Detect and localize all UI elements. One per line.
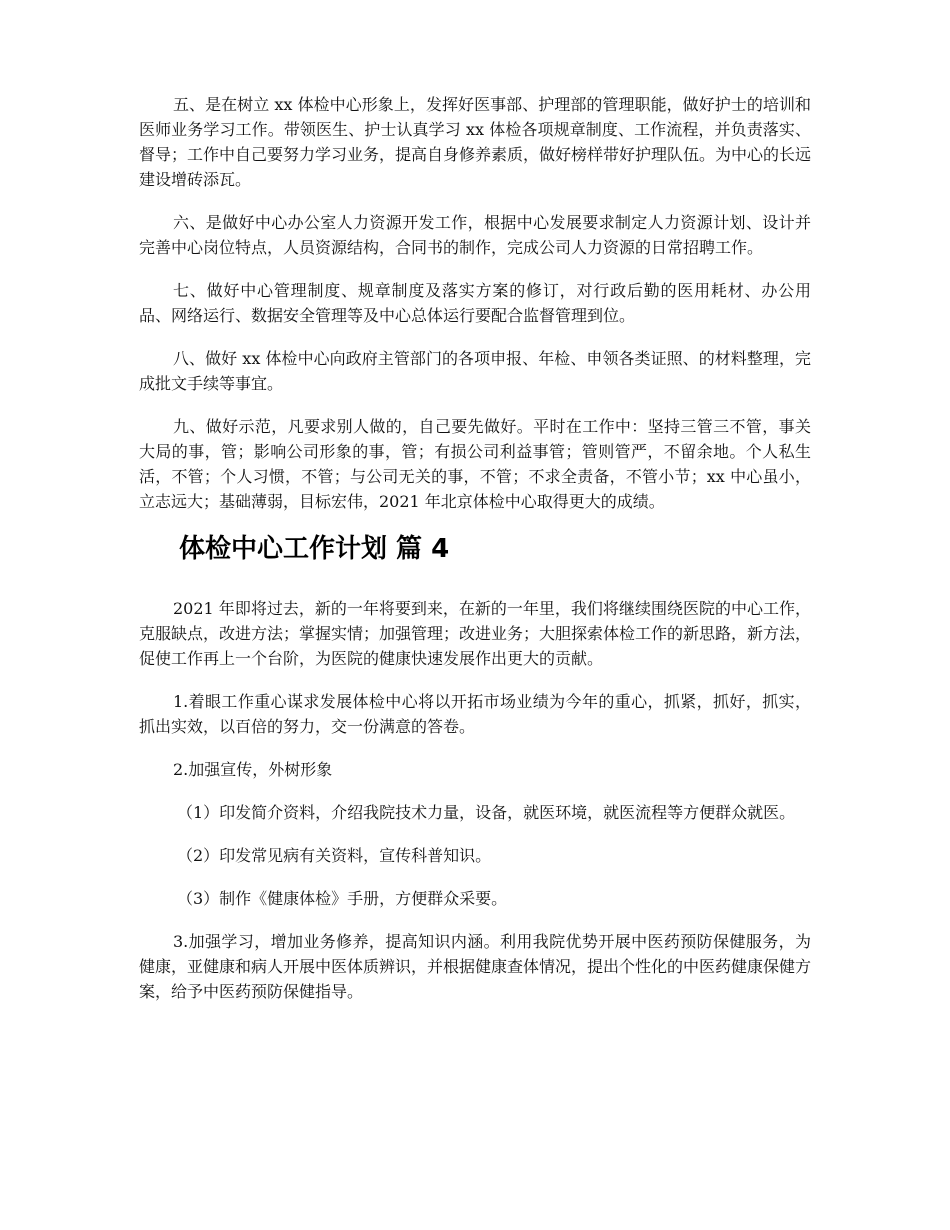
paragraph-item-6: 六、是做好中心办公室人力资源开发工作，根据中心发展要求制定人力资源计划、设计并完善中心岗位特点，人员资源结构，合同书的制作，完成公司人力资源的日常招聘工作。 — [139, 213, 811, 257]
paragraph-item-8: 八、做好 xx 体检中心向政府主管部门的各项申报、年检、申领各类证照、的材料整理，完成批文手续等事宜。 — [139, 349, 811, 393]
plan-subitem-2: （2）印发常见病有关资料，宣传科普知识。 — [177, 846, 492, 865]
paragraph-item-7: 七、做好中心管理制度、规章制度及落实方案的修订，对行政后勤的医用耗材、办公用品、网络运行、数据安全管理等及中心总体运行要配合监督管理到位。 — [139, 281, 811, 325]
intro-paragraph: 2021 年即将过去，新的一年将要到来，在新的一年里，我们将继续围绕医院的中心工作，克服缺点，改进方法；掌握实情；加强管理；改进业务；大胆探索体检工作的新思路，新方法，促使工作再上一个台阶，为医院的健康快速发展作出更大的贡献。 — [139, 599, 812, 668]
section-heading: 体检中心工作计划 篇 4 — [179, 534, 450, 564]
document-body — [139, 92, 811, 1022]
plan-item-2: 2.加强宣传，外树形象 — [173, 760, 333, 779]
plan-item-3: 3.加强学习，增加业务修养，提高知识内涵。利用我院优势开展中医药预防保健服务，为健康，亚健康和病人开展中医体质辨识，并根据健康查体情况，提出个性化的中医药健康保健方案，给予中医药预防保健指导。 — [139, 932, 812, 1001]
plan-subitem-3: （3）制作《健康体检》手册，方便群众采要。 — [177, 889, 508, 908]
paragraph-item-5: 五、是在树立 xx 体检中心形象上，发挥好医事部、护理部的管理职能，做好护士的培训和医师业务学习工作。带领医生、护士认真学习 xx 体检各项规章制度、工作流程，并负责落实、督导；工作中自己要努力学习业务，提高自身修养素质，做好榜样带好护理队伍。为中心的长远建设增砖添瓦。 — [139, 95, 812, 189]
paragraph-item-9: 九、做好示范，凡要求别人做的，自己要先做好。平时在工作中：坚持三管三不管，事关大局的事，管；影响公司形象的事，管；有损公司利益事管；管则管严，不留余地。个人私生活，不管；个人习惯，不管；与公司无关的事，不管；不求全责备，不管小节；xx 中心虽小，立志远大；基础薄弱，目标宏伟，2021 年北京体检中心取得更大的成绩。 — [139, 417, 811, 511]
plan-subitem-1: （1）印发简介资料，介绍我院技术力量，设备，就医环境，就医流程等方便群众就医。 — [177, 803, 796, 822]
plan-item-1: 1.着眼工作重心谋求发展体检中心将以开拓市场业绩为今年的重心，抓紧，抓好，抓实，抓出实效，以百倍的努力，交一份满意的答卷。 — [139, 692, 811, 736]
